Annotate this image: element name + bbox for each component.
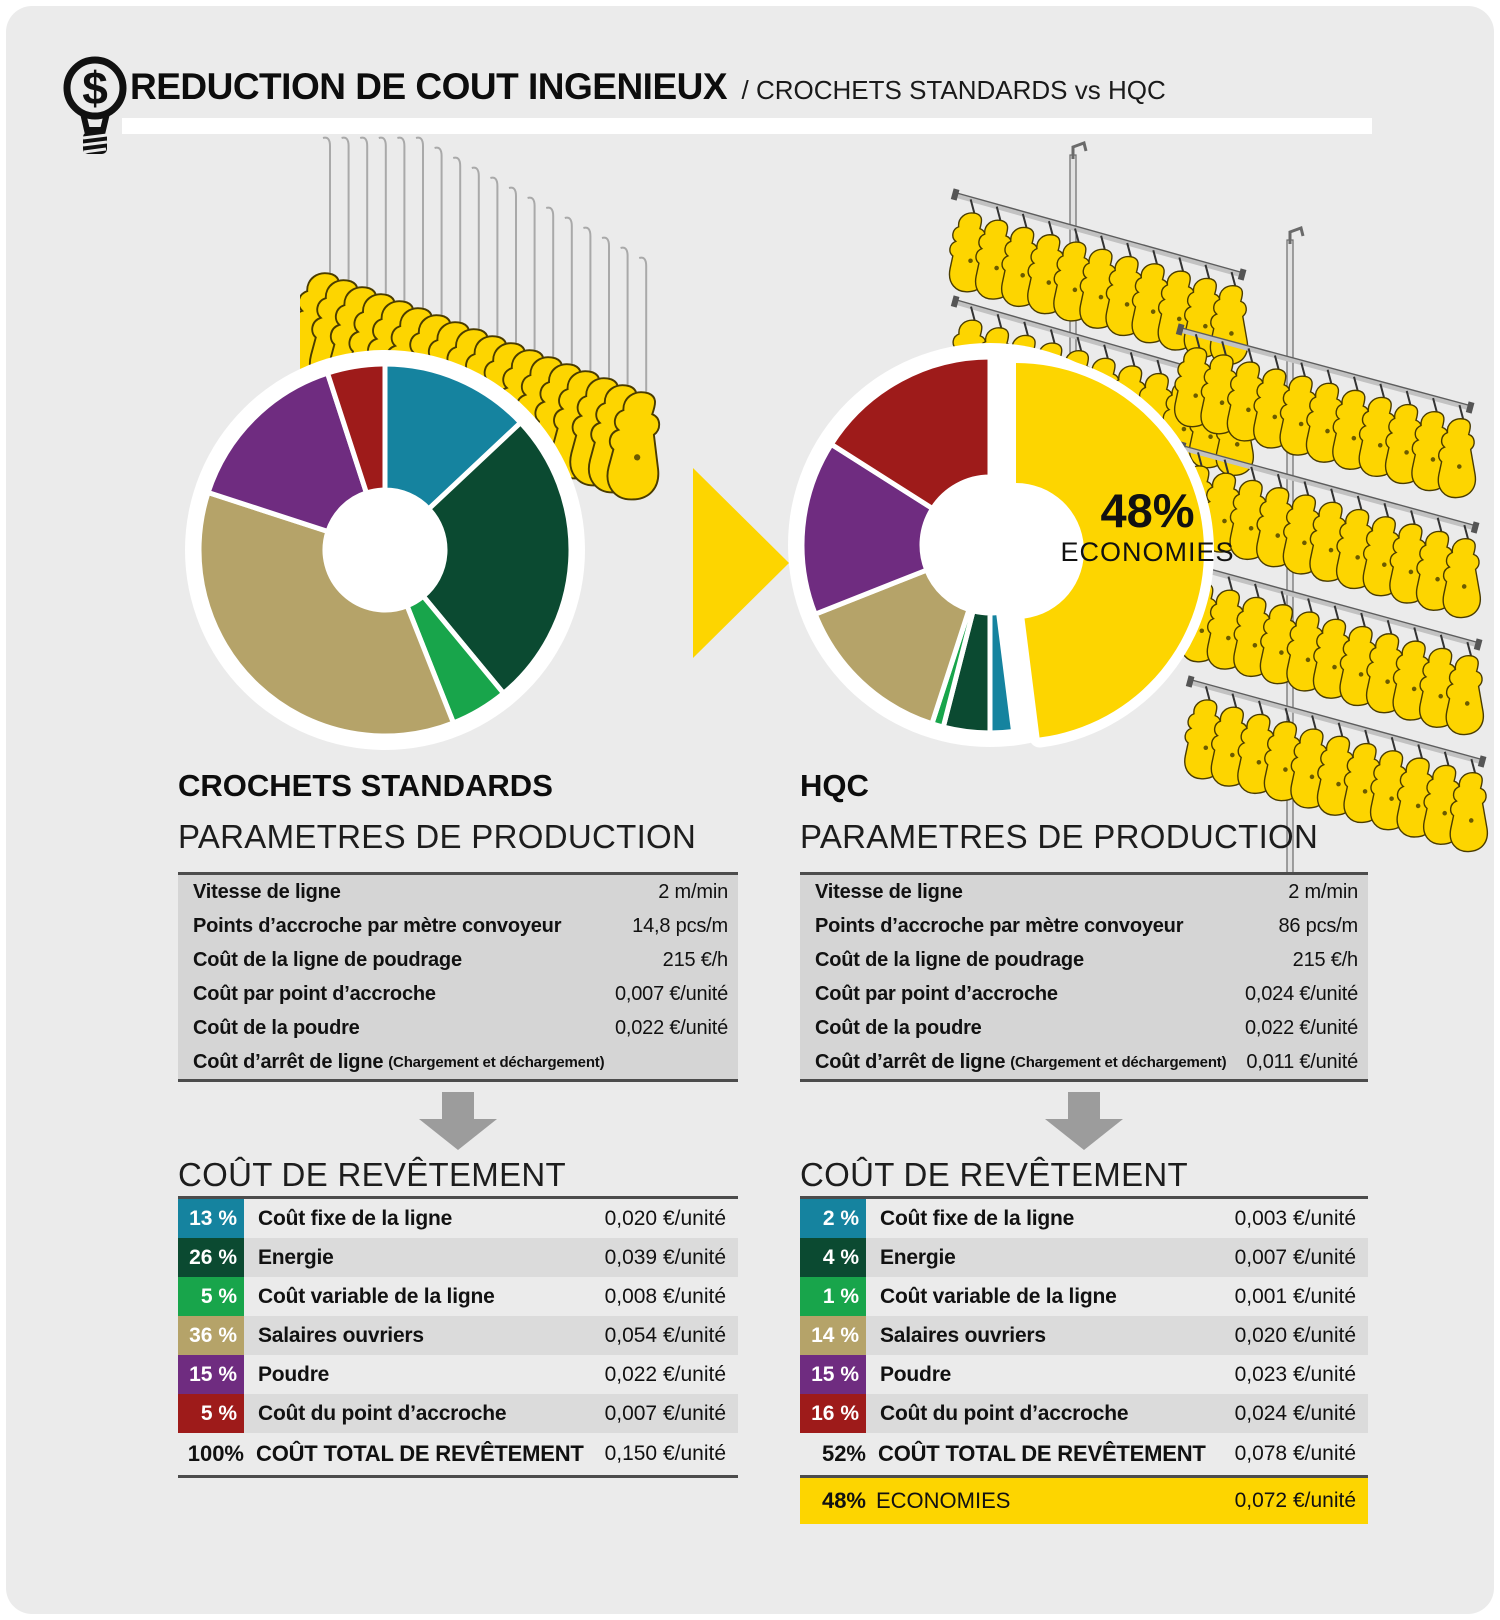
cost-row: 26 % Energie 0,039 €/unité — [178, 1238, 738, 1277]
title-underline-bar — [122, 118, 1372, 134]
svg-text:$: $ — [82, 62, 108, 114]
cost-row: 16 % Coût du point d’accroche 0,024 €/unité — [800, 1394, 1368, 1433]
cost-row: 14 % Salaires ouvriers 0,020 €/unité — [800, 1316, 1368, 1355]
page-title: REDUCTION DE COUT INGENIEUX — [130, 66, 728, 107]
total-row-hqc — [800, 1433, 1368, 1478]
cost-pct-badge: 15 % — [800, 1355, 866, 1394]
economies-annotation-pct: 48% — [1100, 484, 1195, 537]
params-row: Points d’accroche par mètre convoyeur 86 pcs/m — [815, 914, 1358, 937]
cost-pct-badge: 2 % — [800, 1199, 866, 1238]
cost-table-hqc — [800, 1196, 1368, 1433]
right-triangle-arrow-icon — [693, 468, 789, 658]
cost-title-standard: COÛT DE REVÊTEMENT — [178, 1156, 566, 1193]
economies-value: 0,072 €/unité — [1234, 1489, 1356, 1512]
params-row: Points d’accroche par mètre convoyeur 14,8 pcs/m — [193, 914, 728, 937]
params-row: Vitesse de ligne 2 m/min — [193, 880, 728, 903]
params-row: Coût d’arrêt de ligne (Chargement et déchargement) — [193, 1050, 605, 1073]
params-row: Coût par point d’accroche 0,024 €/unité — [815, 982, 1358, 1005]
down-arrow-icon — [419, 1092, 497, 1150]
page-subtitle: / CROCHETS STANDARDS vs HQC — [741, 75, 1166, 105]
cost-pct-badge: 26 % — [178, 1238, 244, 1277]
params-row: Coût de la ligne de poudrage 215 €/h — [815, 948, 1358, 971]
params-row: Vitesse de ligne 2 m/min — [815, 880, 1358, 903]
cost-pct-badge: 14 % — [800, 1316, 866, 1355]
cost-pct-badge: 16 % — [800, 1394, 866, 1433]
economies-annotation-label: ECONOMIES — [1060, 537, 1235, 567]
economies-row — [800, 1478, 1368, 1524]
params-row: Coût de la poudre 0,022 €/unité — [193, 1016, 728, 1039]
params-title-hqc: PARAMETRES DE PRODUCTION — [800, 818, 1319, 855]
cost-pct-badge: 13 % — [178, 1199, 244, 1238]
total-value: 0,150 €/unité — [604, 1442, 726, 1465]
cost-row: 5 % Coût du point d’accroche 0,007 €/unité — [178, 1394, 738, 1433]
column-standard — [178, 768, 738, 1478]
cost-pct-badge: 36 % — [178, 1316, 244, 1355]
total-row-standard — [178, 1433, 738, 1478]
params-table-standard — [178, 872, 738, 1082]
total-label: COÛT TOTAL DE REVÊTEMENT — [256, 1441, 584, 1466]
cost-pct-badge: 15 % — [178, 1355, 244, 1394]
cost-row: 36 % Salaires ouvriers 0,054 €/unité — [178, 1316, 738, 1355]
params-row: Coût d’arrêt de ligne (Chargement et déchargement) 0,011 €/unité — [815, 1050, 1358, 1073]
cost-pct-badge: 5 % — [178, 1277, 244, 1316]
total-pct: 100% — [187, 1441, 244, 1466]
dollar-lightbulb-icon — [56, 50, 134, 162]
cost-pct-badge: 4 % — [800, 1238, 866, 1277]
cost-row: 13 % Coût fixe de la ligne 0,020 €/unité — [178, 1199, 738, 1238]
cost-row: 1 % Coût variable de la ligne 0,001 €/unité — [800, 1277, 1368, 1316]
section-title-standard: CROCHETS STANDARDS — [178, 768, 553, 803]
params-row: Coût de la poudre 0,022 €/unité — [815, 1016, 1358, 1039]
params-table-hqc — [800, 872, 1368, 1082]
down-arrow-icon — [1045, 1092, 1123, 1150]
params-row: Coût par point d’accroche 0,007 €/unité — [193, 982, 728, 1005]
economies-pct: 48% — [821, 1488, 866, 1513]
cost-table-standard — [178, 1196, 738, 1433]
cost-title-hqc: COÛT DE REVÊTEMENT — [800, 1156, 1188, 1193]
total-pct: 52% — [821, 1441, 866, 1466]
cost-pct-badge: 1 % — [800, 1277, 866, 1316]
cost-row: 2 % Coût fixe de la ligne 0,003 €/unité — [800, 1199, 1368, 1238]
section-title-hqc: HQC — [800, 768, 869, 803]
economies-annotation — [1040, 486, 1255, 568]
pie-chart-standard — [165, 328, 605, 778]
cost-row: 15 % Poudre 0,023 €/unité — [800, 1355, 1368, 1394]
cost-row: 4 % Energie 0,007 €/unité — [800, 1238, 1368, 1277]
params-row: Coût de la ligne de poudrage 215 €/h — [193, 948, 728, 971]
column-hqc — [800, 768, 1368, 1524]
cost-row: 5 % Coût variable de la ligne 0,008 €/unité — [178, 1277, 738, 1316]
total-value: 0,078 €/unité — [1234, 1442, 1356, 1465]
economies-label: ECONOMIES — [876, 1488, 1011, 1513]
params-title-standard: PARAMETRES DE PRODUCTION — [178, 818, 697, 855]
total-label: COÛT TOTAL DE REVÊTEMENT — [878, 1441, 1206, 1466]
cost-row: 15 % Poudre 0,022 €/unité — [178, 1355, 738, 1394]
cost-pct-badge: 5 % — [178, 1394, 244, 1433]
